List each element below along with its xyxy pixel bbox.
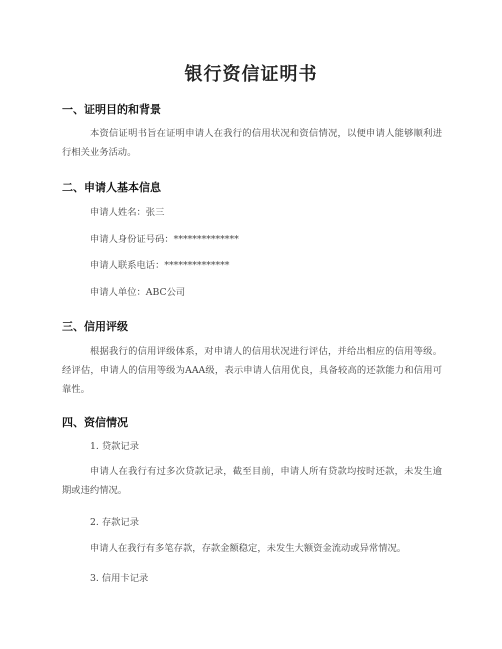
item-label-loan-record: 1. 贷款记录: [90, 441, 140, 452]
applicant-employer: 申请人单位：ABC公司: [90, 287, 186, 298]
section-heading-credit-rating: 三、信用评级: [62, 320, 128, 333]
item-label-credit-card-record: 3. 信用卡记录: [90, 573, 149, 584]
item-text-deposit-record: 申请人在我行有多笔存款，存款金额稳定，未发生大额资金流动或异常情况。: [90, 543, 407, 554]
section-heading-applicant-info: 二、申请人基本信息: [62, 181, 161, 194]
section-heading-purpose: 一、证明目的和背景: [62, 103, 161, 116]
item-text-loan-record: 申请人在我行有过多次贷款记录，截至目前，申请人所有贷款均按时还款，未发生逾期或违约情况。: [62, 466, 442, 496]
applicant-phone: 申请人联系电话：**************: [90, 260, 230, 271]
document-title: 银行资信证明书: [184, 64, 318, 85]
section-paragraph-purpose: 本资信证明书旨在证明申请人在我行的信用状况和资信情况，以便申请人能够顺利进行相关业务活动。: [62, 128, 442, 158]
applicant-name: 申请人姓名：张三: [90, 207, 165, 218]
section-paragraph-credit-rating: 根据我行的信用评级体系，对申请人的信用状况进行评估，并给出相应的信用等级。经评估，申请人的信用等级为AAA级，表示申请人信用优良，具备较高的还款能力和信用可靠性。: [62, 346, 442, 395]
applicant-id-number: 申请人身份证号码：**************: [90, 234, 239, 245]
section-heading-credit-status: 四、资信情况: [62, 416, 128, 429]
item-label-deposit-record: 2. 存款记录: [90, 517, 140, 528]
